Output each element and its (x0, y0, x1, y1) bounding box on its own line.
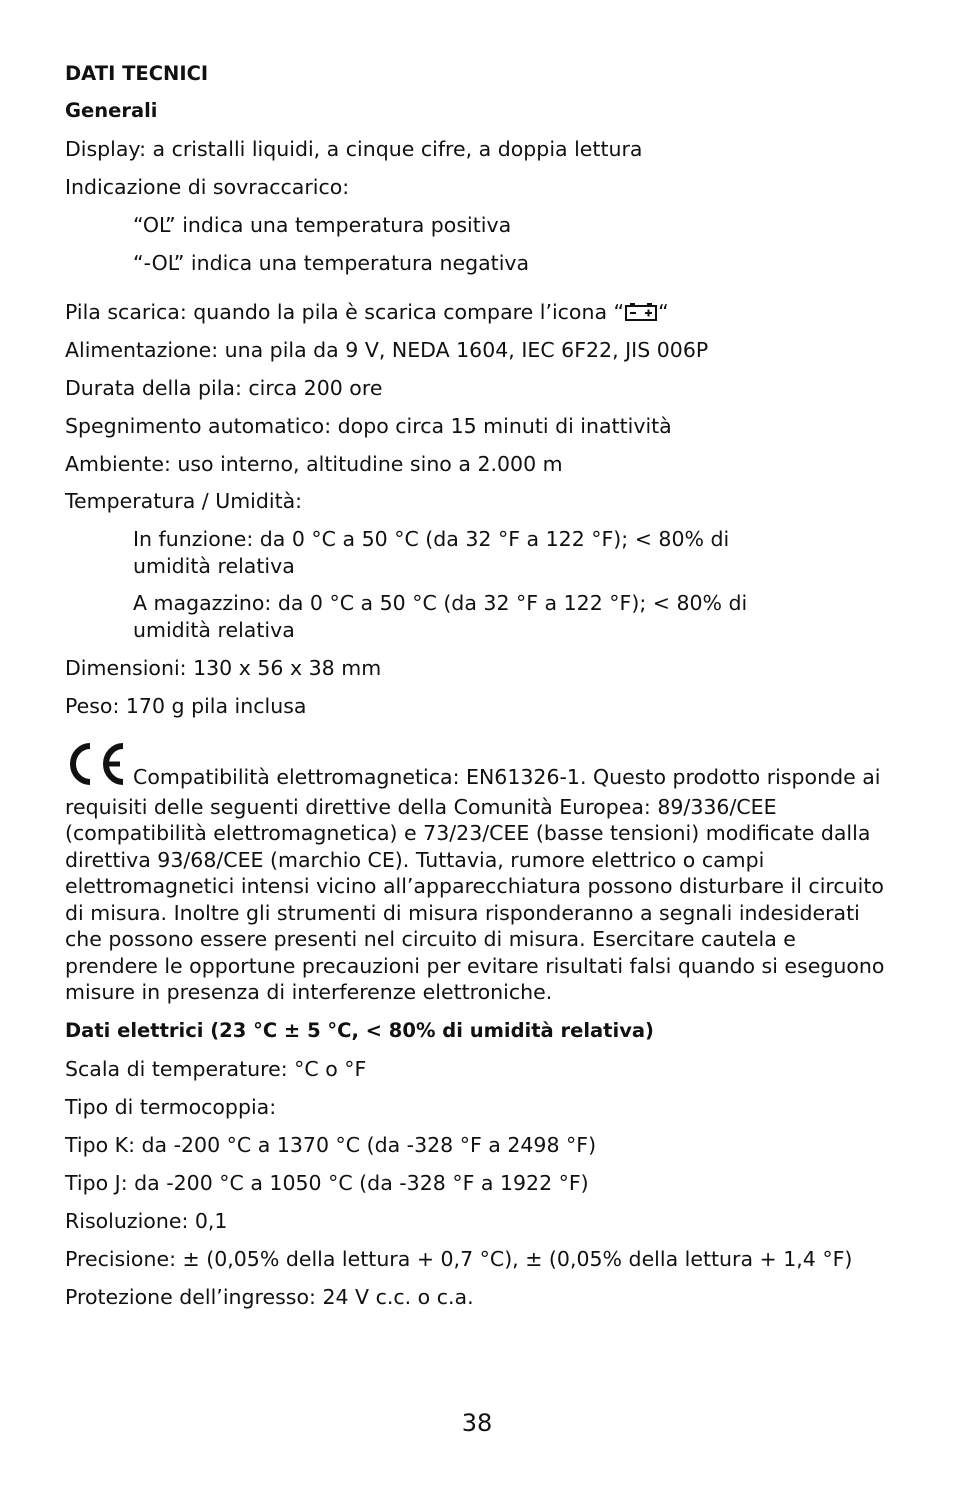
spec-low-battery (65, 299, 669, 327)
spec-weight: Peso: 170 g pila inclusa (65, 694, 307, 718)
spec-temp-scale: Scala di temperature: °C o °F (65, 1057, 367, 1081)
spec-overload-positive: “OL” indica una temperatura positiva (133, 213, 512, 237)
ce-mark-icon (65, 741, 127, 794)
spec-storage-line1: A magazzino: da 0 °C a 50 °C (da 32 °F a 122 °F); < 80% di (133, 591, 748, 615)
spec-type-j: Tipo J: da -200 °C a 1050 °C (da -328 °F a 1922 °F) (65, 1171, 589, 1195)
spec-overload-negative: “-OL” indica una temperatura negativa (133, 251, 530, 275)
spec-storage-line2: umidità relativa (133, 618, 295, 642)
page-number: 38 (461, 1409, 493, 1437)
spec-temp-humidity-label: Temperatura / Umidità: (65, 489, 303, 513)
spec-operating-line2: umidità relativa (133, 554, 295, 578)
ce-paragraph-text: Compatibilità elettromagnetica: EN61326-1. Questo prodotto risponde ai requisiti delle seguenti direttive della Comunità Europea: 89/336/CEE (compatibilità elettromagnetica) e 73/23/CEE (basse tensioni) modificate dalla direttiva 93/68/CEE (marchio CE). Tuttavia, rumore elettrico o campi elettromagnetici intensi vicino all’apparecchiatura possono disturbare il circuito di misura. Inoltre gli strumenti di misura risponderanno a segnali indesiderati che possono essere presenti nel circuito di misura. Esercitare cautela e prendere le opportune precauzioni per evitare risultati falsi quando si eseguono misure in presenza di interferenze elettroniche. (65, 765, 885, 1004)
low-battery-quote: “ (658, 300, 669, 324)
spec-type-k: Tipo K: da -200 °C a 1370 °C (da -328 °F a 2498 °F) (65, 1133, 597, 1157)
spec-auto-off: Spegnimento automatico: dopo circa 15 minuti di inattività (65, 414, 672, 438)
general-heading: Generali (65, 99, 158, 122)
electrical-heading: Dati elettrici (23 °C ± 5 °C, < 80% di umidità relativa) (65, 1019, 654, 1042)
spec-input-protection: Protezione dell’ingresso: 24 V c.c. o c.a. (65, 1285, 474, 1309)
battery-icon (625, 301, 657, 327)
spec-display: Display: a cristalli liquidi, a cinque cifre, a doppia lettura (65, 137, 643, 161)
spec-operating-line1: In funzione: da 0 °C a 50 °C (da 32 °F a 122 °F); < 80% di (133, 527, 730, 551)
spec-overload-label: Indicazione di sovraccarico: (65, 175, 350, 199)
spec-dimensions: Dimensioni: 130 x 56 x 38 mm (65, 656, 382, 680)
spec-accuracy: Precisione: ± (0,05% della lettura + 0,7 °C), ± (0,05% della lettura + 1,4 °F) (65, 1247, 853, 1271)
ce-paragraph-block (65, 741, 895, 1006)
spec-thermocouple-label: Tipo di termocoppia: (65, 1095, 277, 1119)
spec-environment: Ambiente: uso interno, altitudine sino a 2.000 m (65, 452, 563, 476)
low-battery-text: Pila scarica: quando la pila è scarica compare l’icona “ (65, 300, 625, 324)
section-title: DATI TECNICI (65, 62, 209, 85)
spec-power: Alimentazione: una pila da 9 V, NEDA 1604, IEC 6F22, JIS 006P (65, 338, 709, 362)
spec-battery-life: Durata della pila: circa 200 ore (65, 376, 383, 400)
spec-resolution: Risoluzione: 0,1 (65, 1209, 228, 1233)
